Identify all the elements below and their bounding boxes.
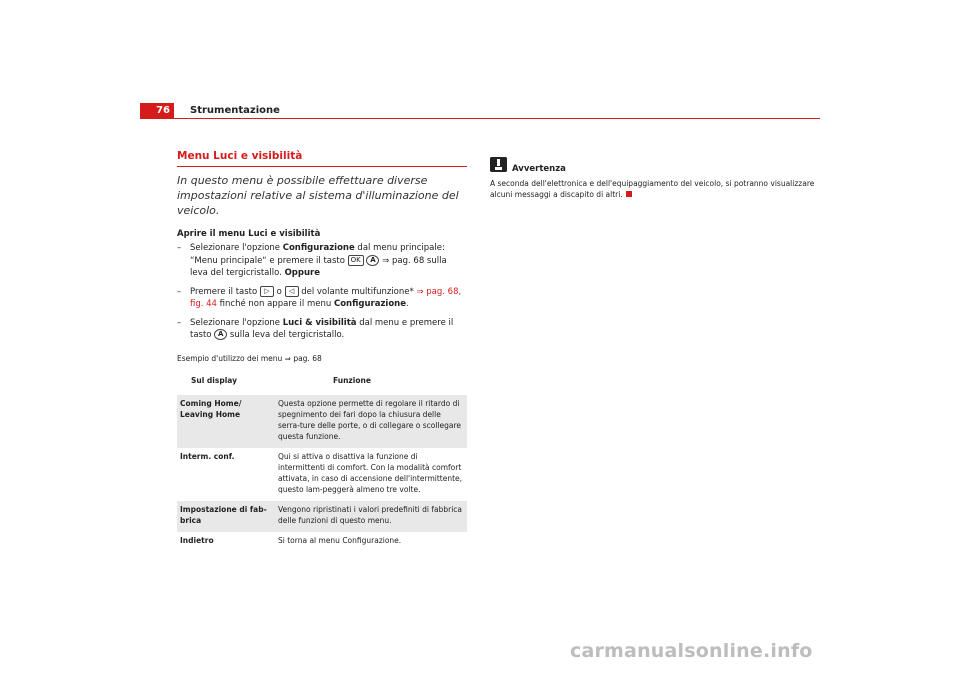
- step-text: dal menu e premere il tasto: [190, 317, 454, 340]
- cell-display: Indietro: [180, 535, 214, 545]
- cell-display: Coming Home/ Leaving Home: [177, 395, 275, 448]
- procedure-heading: Aprire il menu Luci e visibilità: [177, 229, 321, 239]
- page-number: 76: [140, 103, 174, 119]
- column-header-function: Funzione: [333, 375, 371, 385]
- step-text: dal menu principale: “Menu principale“ e premere il tasto: [190, 243, 445, 266]
- step-text: Selezionare l'opzione: [190, 317, 283, 328]
- table-row: [177, 532, 467, 552]
- info-icon: [490, 157, 507, 172]
- table-row: [177, 448, 467, 501]
- warning-box: [490, 157, 820, 200]
- step-bold: Configurazione: [333, 299, 406, 309]
- step-1: [177, 242, 467, 280]
- cell-function: Qui si attiva o disattiva la funzione di intermittenti di comfort. Con la modalità comfort attivata, in caso di accensione dell'intermittente, questo lam-peggerà almeno tre volte.: [278, 451, 463, 494]
- section-rule: [177, 166, 467, 167]
- cell-display: Interm. conf.: [180, 451, 235, 461]
- header-rule: [174, 118, 820, 119]
- step-bold: Luci & visibilità: [282, 317, 357, 328]
- cell-function: Si torna al menu Configurazione.: [278, 535, 402, 545]
- table-header-row: [177, 373, 467, 395]
- step-text: o: [273, 286, 285, 297]
- end-mark-icon: [626, 191, 632, 197]
- page-header-title: Strumentazione: [190, 105, 280, 116]
- cell-function: Questa opzione permette di regolare il ritardo di spegnimento dei fari dopo la chiusura delle serra-ture delle porte, o di collegare o scollegare questa funzione.: [275, 395, 467, 448]
- table-caption: Esempio d'utilizzo dei menu ⇒ pag. 68: [177, 353, 322, 363]
- step-dash: –: [177, 286, 182, 297]
- table-row: [177, 501, 467, 532]
- step-3: [177, 317, 467, 342]
- step-2: [177, 286, 467, 311]
- a-key-icon: A: [214, 329, 227, 340]
- step-dash: –: [177, 317, 182, 328]
- warning-text: [490, 179, 820, 200]
- menu-table: [177, 373, 467, 552]
- step-text: Premere il tasto: [190, 286, 260, 297]
- step-text: Selezionare l'opzione: [190, 243, 283, 253]
- warning-body: A seconda dell'elettronica e dell'equipaggiamento del veicolo, si potranno visualizzare alcuni messaggi a discapito di altri.: [490, 179, 815, 199]
- right-arrow-key-icon: ▷: [260, 286, 274, 297]
- step-dash: –: [177, 243, 182, 253]
- section-title: Menu Luci e visibilità: [177, 150, 303, 162]
- section-intro: In questo menu è possibile effettuare diverse impostazioni relative al sistema d'illuminazione del veicolo.: [177, 174, 459, 217]
- watermark: carmanualsonline.info: [570, 640, 813, 662]
- procedure-steps: [177, 242, 467, 342]
- page-reference-link[interactable]: ⇒ pag. 68, fig. 44: [190, 286, 462, 309]
- step-text: sulla leva del tergicristallo.: [227, 330, 345, 340]
- step-text: del volante multifunzione*: [298, 286, 417, 297]
- warning-title: Avvertenza: [512, 164, 566, 174]
- step-bold: Configurazione: [282, 243, 355, 253]
- left-column: [177, 150, 467, 552]
- ok-key-icon: OK: [348, 255, 364, 266]
- step-text: finché non appare il menu: [216, 299, 334, 309]
- step-bold: Oppure: [284, 268, 320, 278]
- column-header-display: Sul display: [191, 375, 237, 385]
- step-text: .: [405, 299, 409, 309]
- cell-display: Impostazione di fab-brica: [177, 501, 275, 532]
- a-key-icon: A: [366, 255, 379, 266]
- step-text: ⇒ pag. 68 sulla leva del tergicristallo.: [190, 255, 447, 278]
- cell-function: Vengono ripristinati i valori predefiniti di fabbrica delle funzioni di questo menu.: [275, 501, 467, 532]
- left-arrow-key-icon: ◁: [285, 286, 299, 297]
- table-row: [177, 395, 467, 448]
